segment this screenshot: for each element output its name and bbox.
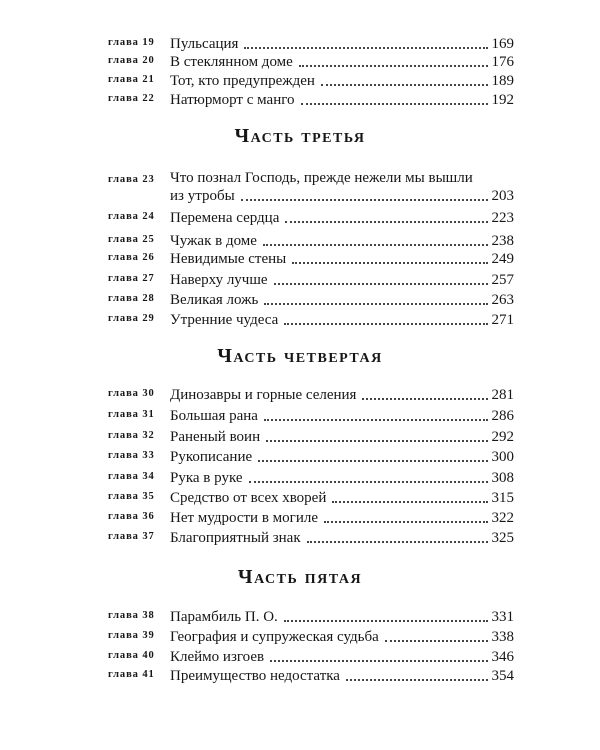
toc-entry[interactable] xyxy=(108,91,514,109)
chapter-title: Благоприятный знак xyxy=(170,530,301,546)
chapter-title: Клеймо изгоев xyxy=(170,649,265,665)
toc-entry[interactable] xyxy=(108,271,514,289)
toc-entry[interactable] xyxy=(108,509,514,527)
chapter-title: Рука в руке xyxy=(170,470,243,486)
page-number: 223 xyxy=(491,210,514,226)
dot-leader xyxy=(284,619,488,622)
page-number: 176 xyxy=(491,54,514,70)
dot-leader xyxy=(332,500,487,503)
dot-leader xyxy=(264,418,488,421)
chapter-title: В стеклянном доме xyxy=(170,54,293,70)
chapter-title: Перемена сердца xyxy=(170,210,280,226)
chapter-title: Рукописание xyxy=(170,449,253,465)
toc-entry[interactable] xyxy=(108,529,514,547)
chapter-label: глава 23 xyxy=(108,174,155,185)
chapter-title: Средство от всех хворей xyxy=(170,490,327,506)
toc-entry[interactable] xyxy=(108,53,514,71)
dot-leader xyxy=(264,302,487,305)
page-number: 315 xyxy=(491,490,514,506)
chapter-title: Преимущество недостатка xyxy=(170,668,340,684)
toc-entry[interactable] xyxy=(108,667,514,685)
toc-entry[interactable] xyxy=(108,448,514,466)
toc-entry[interactable] xyxy=(108,608,514,626)
chapter-label: глава 24 xyxy=(108,211,155,222)
chapter-title: Наверху лучше xyxy=(170,272,268,288)
dot-leader xyxy=(270,659,487,662)
toc-entry[interactable] xyxy=(108,628,514,646)
page-number: 346 xyxy=(491,649,514,665)
chapter-label: глава 34 xyxy=(108,471,155,482)
chapter-label: глава 40 xyxy=(108,650,155,661)
page-number: 322 xyxy=(491,510,514,526)
chapter-label: глава 39 xyxy=(108,630,155,641)
page-number: 203 xyxy=(491,188,514,204)
dot-leader xyxy=(299,64,488,67)
toc-entry[interactable] xyxy=(108,291,514,309)
toc-entry[interactable] xyxy=(108,386,514,404)
toc-entry[interactable] xyxy=(108,35,514,53)
dot-leader xyxy=(266,439,487,442)
toc-entry[interactable] xyxy=(108,428,514,446)
page-number: 169 xyxy=(491,36,514,52)
dot-leader xyxy=(292,261,487,264)
chapter-title-line-1: Что познал Господь, прежде нежели мы вышли xyxy=(170,170,473,186)
part-heading-three: Часть третья xyxy=(234,125,366,147)
page-number: 300 xyxy=(491,449,514,465)
page-number: 354 xyxy=(491,668,514,684)
dot-leader xyxy=(244,46,487,49)
toc-entry[interactable] xyxy=(108,469,514,487)
page-number: 249 xyxy=(491,251,514,267)
page-number: 286 xyxy=(491,408,514,424)
dot-leader xyxy=(284,322,487,325)
chapter-label: глава 27 xyxy=(108,273,155,284)
page-number: 338 xyxy=(491,629,514,645)
chapter-title: География и супружеская судьба xyxy=(170,629,379,645)
dot-leader xyxy=(241,198,488,201)
chapter-label: глава 29 xyxy=(108,313,155,324)
chapter-label: глава 25 xyxy=(108,234,155,245)
page-number: 325 xyxy=(491,530,514,546)
page-number: 281 xyxy=(491,387,514,403)
dot-leader xyxy=(274,282,488,285)
chapter-label: глава 38 xyxy=(108,610,155,621)
chapter-label: глава 31 xyxy=(108,409,155,420)
chapter-label: глава 28 xyxy=(108,293,155,304)
page-number: 292 xyxy=(491,429,514,445)
toc-entry[interactable] xyxy=(108,407,514,425)
dot-leader xyxy=(258,459,487,462)
page-number: 308 xyxy=(491,470,514,486)
page-number: 189 xyxy=(491,73,514,89)
chapter-label: глава 19 xyxy=(108,37,155,48)
chapter-label: глава 32 xyxy=(108,430,155,441)
part-heading-four: Часть четвертая xyxy=(217,345,383,367)
chapter-title-line-2: из утробы xyxy=(170,188,235,204)
chapter-title: Великая ложь xyxy=(170,292,259,308)
toc-entry[interactable] xyxy=(108,489,514,507)
dot-leader xyxy=(249,480,488,483)
toc-entry[interactable] xyxy=(108,232,514,250)
dot-leader xyxy=(324,520,488,523)
chapter-label: глава 20 xyxy=(108,55,155,66)
dot-leader xyxy=(307,540,488,543)
dot-leader xyxy=(346,678,488,681)
dot-leader xyxy=(385,639,488,642)
toc-entry[interactable] xyxy=(108,72,514,90)
dot-leader xyxy=(263,243,488,246)
chapter-title: Натюрморт с манго xyxy=(170,92,295,108)
page-number: 238 xyxy=(491,233,514,249)
toc-entry[interactable] xyxy=(108,209,514,227)
chapter-label: глава 21 xyxy=(108,74,155,85)
chapter-label: глава 36 xyxy=(108,511,155,522)
chapter-title: Пульсация xyxy=(170,36,239,52)
chapter-label: глава 37 xyxy=(108,531,155,542)
chapter-title: Парамбиль П. О. xyxy=(170,609,278,625)
page-number: 192 xyxy=(491,92,514,108)
chapter-label: глава 35 xyxy=(108,491,155,502)
chapter-title: Тот, кто предупрежден xyxy=(170,73,315,89)
dot-leader xyxy=(321,83,488,86)
chapter-label: глава 26 xyxy=(108,252,155,263)
dot-leader xyxy=(285,220,487,223)
chapter-label: глава 41 xyxy=(108,669,155,680)
chapter-title: Невидимые стены xyxy=(170,251,287,267)
toc-entry[interactable] xyxy=(108,648,514,666)
dot-leader xyxy=(362,397,487,400)
page-number: 331 xyxy=(491,609,514,625)
chapter-title: Раненый воин xyxy=(170,429,261,445)
toc-entry[interactable] xyxy=(108,250,514,268)
chapter-title: Утренние чудеса xyxy=(170,312,279,328)
chapter-label: глава 22 xyxy=(108,93,155,104)
chapter-title: Динозавры и горные селения xyxy=(170,387,357,403)
chapter-label: глава 33 xyxy=(108,450,155,461)
chapter-title: Большая рана xyxy=(170,408,258,424)
page-number: 271 xyxy=(491,312,514,328)
page-number: 257 xyxy=(491,272,514,288)
toc-entry[interactable] xyxy=(108,311,514,329)
chapter-label: глава 30 xyxy=(108,388,155,399)
page-number: 263 xyxy=(491,292,514,308)
part-heading-five: Часть пятая xyxy=(237,566,363,588)
chapter-title: Чужак в доме xyxy=(170,233,257,249)
dot-leader xyxy=(301,102,488,105)
toc-entry[interactable] xyxy=(108,169,514,205)
chapter-title: Нет мудрости в могиле xyxy=(170,510,318,526)
